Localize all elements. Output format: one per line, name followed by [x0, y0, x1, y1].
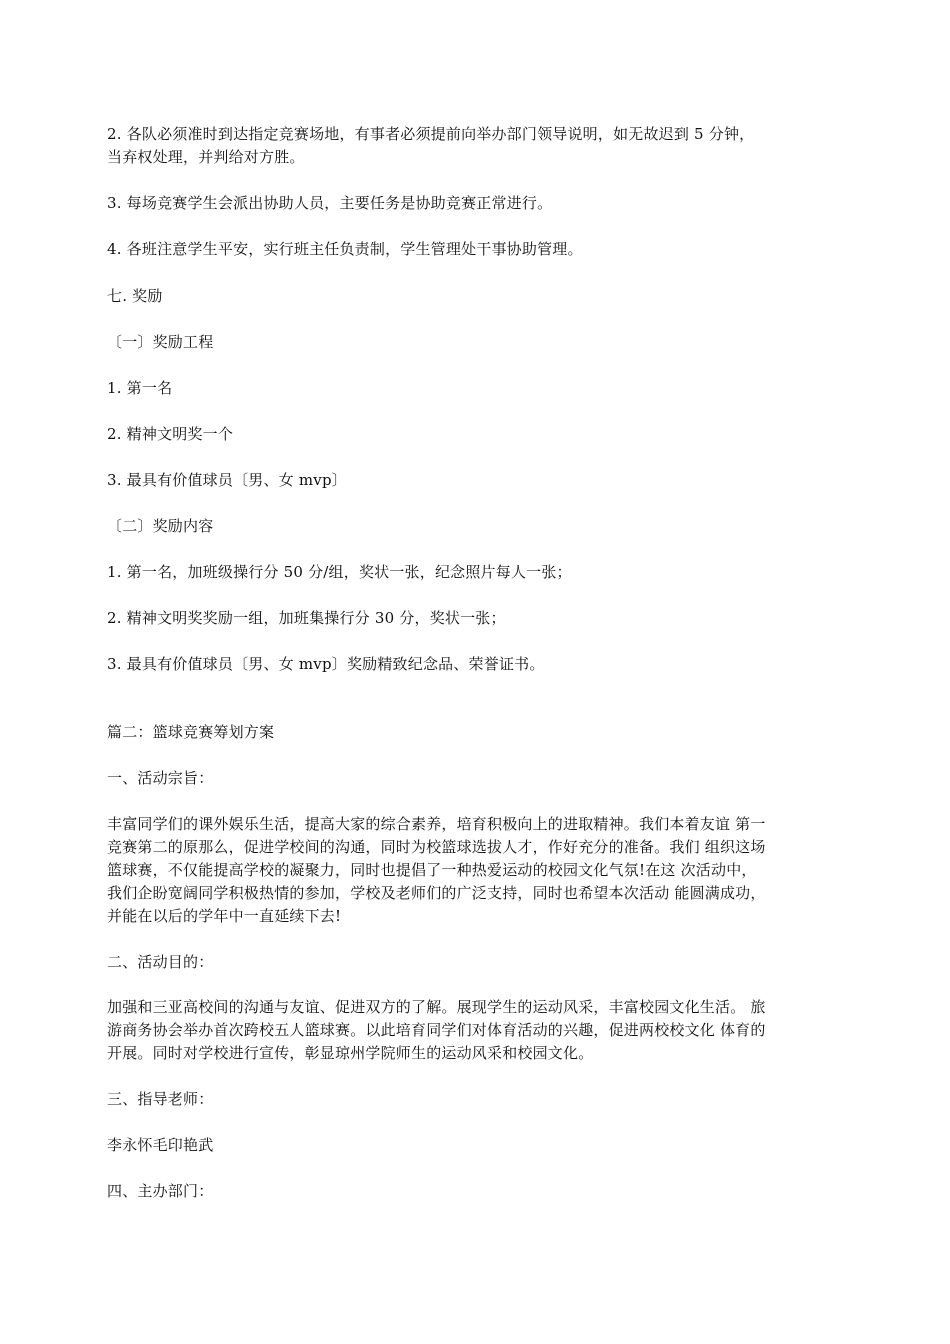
rule-item-3: 3. 每场竞赛学生会派出协助人员，主要任务是协助竞赛正常进行。: [107, 194, 553, 212]
purpose-line-4: 我们企盼宽阔同学积极热情的参加，学校及老师们的广泛支持，同时也希望本次活动 能圆满成功，: [107, 884, 766, 902]
purpose-line-2: 竞赛第二的原那么，促进学校间的沟通，同时为校篮球选拔人才，作好充分的准备。我们 组织这场: [107, 838, 766, 856]
award-item-2: 2. 精神文明奖一个: [107, 425, 234, 443]
goal-heading: 二、活动目的：: [107, 953, 214, 971]
section-heading-awards: 七. 奖励: [107, 287, 163, 305]
rule-item-2-line-1: 2. 各队必须准时到达指定竞赛场地，有事者必须提前向举办部门领导说明，如无故迟到 5 分钟，: [107, 125, 755, 143]
goal-line-2: 游商务协会举办首次跨校五人篮球赛。以此培育同学们对体育活动的兴趣，促进两校校文化 体育的: [107, 1021, 766, 1039]
purpose-line-1: 丰富同学们的课外娱乐生活，提高大家的综合素养，培育积极向上的进取精神。我们本着友谊 第一: [107, 815, 766, 833]
award-item-1: 1. 第一名: [107, 379, 173, 397]
subheading-award-content: 〔二〕奖励内容: [107, 517, 214, 535]
purpose-line-3: 篮球赛，不仅能提高学校的凝聚力，同时也提倡了一种热爱运动的校园文化气氛!在这 次活动中，: [107, 861, 757, 879]
subheading-award-items: 〔一〕奖励工程: [107, 333, 214, 351]
teacher-heading: 三、指导老师：: [107, 1090, 214, 1108]
goal-line-3: 开展。同时对学校进行宣传，彰显琼州学院师生的运动风采和校园文化。: [107, 1044, 594, 1062]
organizer-heading: 四、主办部门：: [107, 1182, 214, 1200]
award-content-2: 2. 精神文明奖奖励一组，加班集操行分 30 分，奖状一张；: [107, 609, 506, 627]
purpose-heading: 一、活动宗旨：: [107, 769, 214, 787]
part-2-title: 篇二：篮球竞赛筹划方案: [107, 723, 275, 741]
rule-item-2-line-2: 当弃权处理，并判给对方胜。: [107, 148, 305, 166]
goal-line-1: 加强和三亚高校间的沟通与友谊、促进双方的了解。展现学生的运动风采，丰富校园文化生活。 旅: [107, 998, 766, 1016]
award-content-3: 3. 最具有价值球员〔男、女 mvp〕奖励精致纪念品、荣誉证书。: [107, 655, 545, 673]
rule-item-4: 4. 各班注意学生平安，实行班主任负责制，学生管理处干事协助管理。: [107, 240, 583, 258]
award-item-3: 3. 最具有价值球员〔男、女 mvp〕: [107, 471, 347, 489]
purpose-line-5: 并能在以后的学年中一直延续下去!: [107, 907, 342, 925]
teacher-names: 李永怀毛印艳武: [107, 1136, 214, 1154]
award-content-1: 1. 第一名，加班级操行分 50 分/组，奖状一张，纪念照片每人一张；: [107, 563, 572, 581]
